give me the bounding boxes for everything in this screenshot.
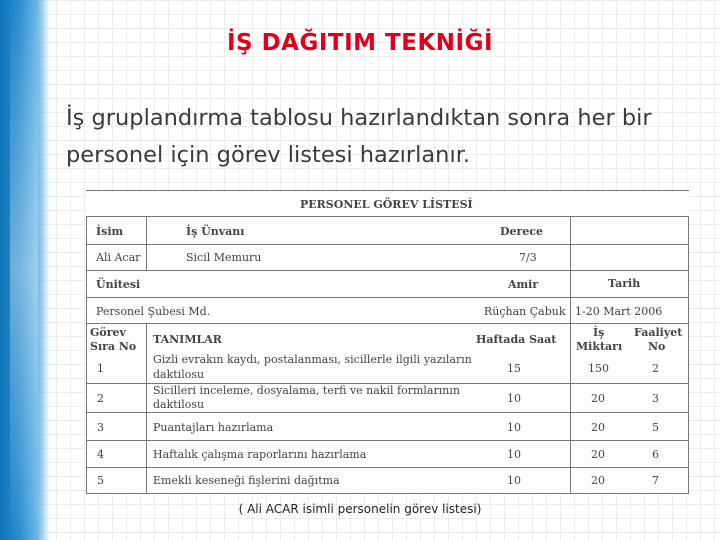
tarih-label: Tarih	[608, 277, 641, 290]
row-1-no: 1	[97, 362, 104, 375]
row-2-no: 2	[97, 392, 104, 405]
isim-label: İsim	[96, 225, 124, 238]
gorev-header-1: Görev	[90, 326, 126, 339]
row-3-faaliyet: 5	[652, 421, 659, 434]
left-decorative-band	[0, 0, 50, 540]
row-5-faaliyet: 7	[652, 474, 659, 487]
slide-title: İŞ DAĞITIM TEKNİĞİ	[226, 30, 494, 56]
row-5-saat: 10	[507, 474, 521, 487]
tanimlar-header: TANIMLAR	[153, 333, 222, 346]
row-5-tanim: Emekli keseneği fişlerini dağıtma	[153, 474, 340, 487]
derece-value: 7/3	[519, 251, 537, 264]
is-unvani-value: Sicil Memuru	[186, 251, 262, 264]
rule-3	[86, 270, 689, 271]
vrule-right	[688, 216, 689, 494]
row-3-no: 3	[97, 421, 104, 434]
rule-top	[86, 190, 689, 191]
unitesi-value: Personel Şubesi Md.	[96, 305, 211, 318]
tarih-value: 1-20 Mart 2006	[575, 305, 663, 318]
personnel-task-list-image	[86, 190, 689, 494]
vrule-no	[146, 323, 147, 494]
rule-8	[86, 440, 689, 441]
row-2-saat: 10	[507, 392, 521, 405]
row-2-tanim-cont: daktilosu	[153, 398, 205, 411]
rule-9	[86, 467, 689, 468]
row-1-tanim-cont: daktilosu	[153, 368, 205, 381]
row-4-tanim: Haftalık çalışma raporlarını hazırlama	[153, 448, 367, 461]
faaliyet-header-2: No	[648, 340, 666, 353]
row-3-miktar: 20	[591, 421, 605, 434]
row-3-saat: 10	[507, 421, 521, 434]
derece-label: Derece	[500, 225, 544, 238]
rule-5	[86, 323, 689, 324]
vrule-mid	[570, 216, 571, 494]
amir-value: Rüçhan Çabuk	[484, 305, 566, 318]
sheet-title: PERSONEL GÖREV LİSTESİ	[300, 198, 473, 211]
row-4-saat: 10	[507, 448, 521, 461]
is-miktari-header-1: İş	[593, 326, 605, 339]
rule-bottom	[86, 493, 689, 494]
unitesi-label: Ünitesi	[96, 278, 141, 291]
vrule-left	[86, 216, 87, 494]
row-4-miktar: 20	[591, 448, 605, 461]
rule-2	[86, 244, 689, 245]
is-miktari-header-2: Miktarı	[576, 340, 623, 353]
rule-4	[86, 297, 689, 298]
rule-1	[86, 216, 689, 217]
row-2-faaliyet: 3	[652, 392, 659, 405]
slide-subtitle: İş gruplandırma tablosu hazırlandıktan sonra her bir personel için görev listesi hazırlanır.	[66, 105, 652, 168]
row-3-tanim: Puantajları hazırlama	[153, 421, 274, 434]
gorev-header-2: Sıra No	[90, 340, 137, 353]
isim-value: Ali Acar	[96, 251, 141, 264]
image-caption: ( Ali ACAR isimli personelin görev listesi)	[238, 502, 482, 516]
row-1-saat: 15	[507, 362, 521, 375]
faaliyet-header-1: Faaliyet	[634, 326, 683, 339]
band-swoosh	[10, 0, 38, 540]
row-2-tanim: Sicilleri inceleme, dosyalama, terfi ve nakil formlarının	[153, 384, 460, 397]
rule-7	[86, 412, 689, 413]
row-2-miktar: 20	[591, 392, 605, 405]
haftada-saat-header: Haftada Saat	[476, 333, 557, 346]
row-5-miktar: 20	[591, 474, 605, 487]
amir-label: Amir	[508, 278, 539, 291]
row-1-tanim: Gizli evrakın kaydı, postalanması, sicillerle ilgili yazıların	[153, 353, 472, 366]
row-4-faaliyet: 6	[652, 448, 659, 461]
vrule-isim	[146, 216, 147, 271]
row-1-miktar: 150	[588, 362, 609, 375]
row-4-no: 4	[97, 448, 104, 461]
is-unvani-label: İş Ünvanı	[186, 225, 245, 238]
row-5-no: 5	[97, 474, 104, 487]
row-1-faaliyet: 2	[652, 362, 659, 375]
